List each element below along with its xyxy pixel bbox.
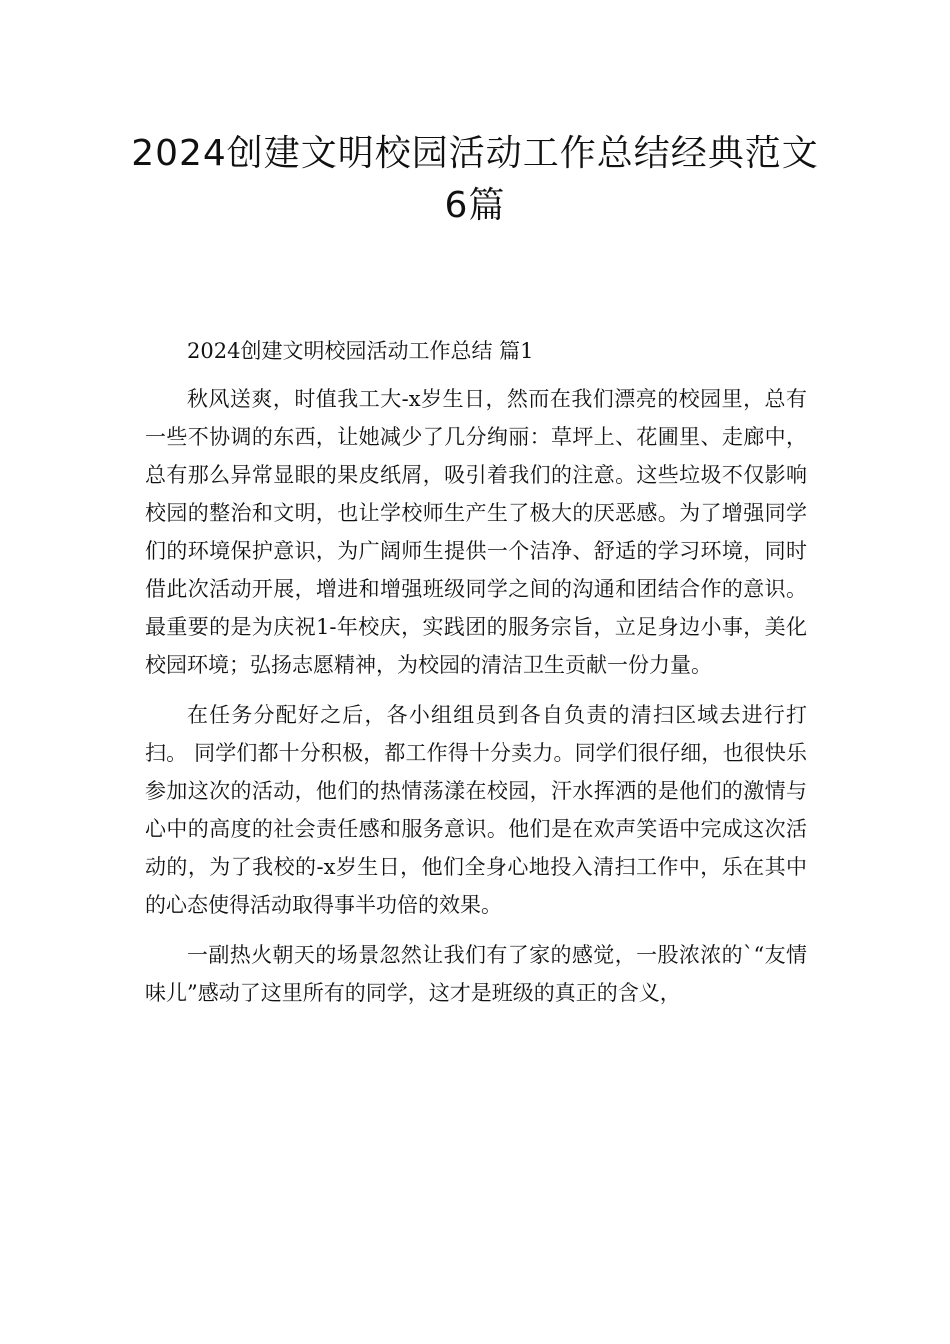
paragraph-1: 秋风送爽，时值我工大-x岁生日，然而在我们漂亮的校园里，总有一些不协调的东西，让她减少了几分绚丽：草坪上、花圃里、走廊中，总有那么异常显眼的果皮纸屑，吸引着我们的注意。这些垃圾不仅影响校园的整治和文明，也让学校师生产生了极大的厌恶感。为了增强同学们的环境保护意识，为广阔师生提供一个洁净、舒适的学习环境，同时借此次活动开展，增进和增强班级同学之间的沟通和团结合作的意识。最重要的是为庆祝1-年校庆，实践团的服务宗旨，立足身边小事，美化校园环境；弘扬志愿精神，为校园的清洁卫生贡献一份力量。 <box>145 387 807 677</box>
document-body <box>145 332 807 1024</box>
section-heading: 2024创建文明校园活动工作总结 篇1 <box>187 339 534 363</box>
paragraph-3: 一副热火朝天的场景忽然让我们有了家的感觉，一股浓浓的`“友情味儿”感动了这里所有的同学，这才是班级的真正的含义， <box>145 943 807 1005</box>
document-title: 2024创建文明校园活动工作总结经典范文6篇 <box>131 133 819 226</box>
paragraph-2: 在任务分配好之后，各小组组员到各自负责的清扫区域去进行打扫。 同学们都十分积极，都工作得十分卖力。同学们很仔细，也很快乐参加这次的活动，他们的热情荡漾在校园，汗水挥洒的是他们的激情与心中的高度的社会责任感和服务意识。他们是在欢声笑语中完成这次活动的，为了我校的-x岁生日，他们全身心地投入清扫工作中，乐在其中的心态使得活动取得事半功倍的效果。 <box>145 703 807 917</box>
